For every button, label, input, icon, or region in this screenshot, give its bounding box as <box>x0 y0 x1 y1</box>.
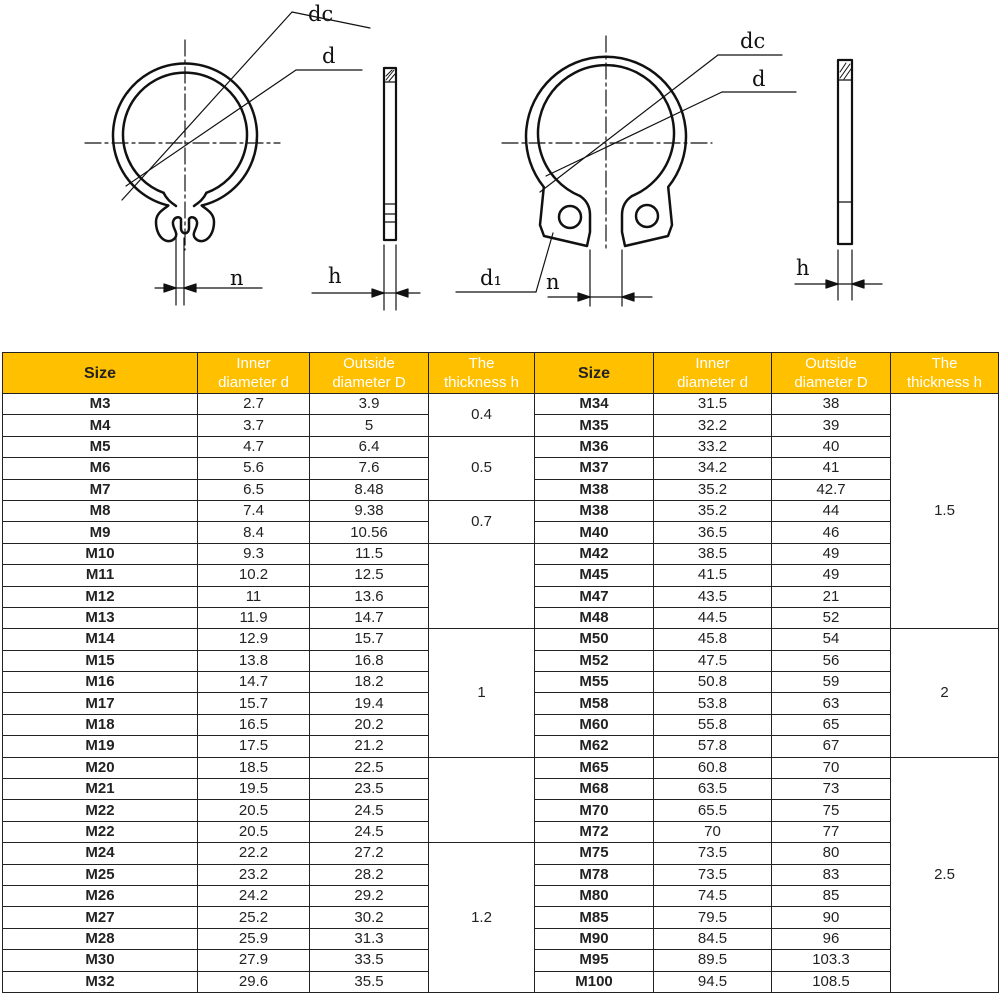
size-cell: M38 <box>535 500 654 521</box>
size-cell: M90 <box>535 928 654 949</box>
inner-diameter-cell: 9.3 <box>198 543 310 564</box>
size-cell: M35 <box>535 415 654 436</box>
inner-diameter-cell: 38.5 <box>654 543 772 564</box>
header-outside-diameter: Outside diameter D <box>772 353 891 394</box>
size-cell: M55 <box>535 672 654 693</box>
table-header-row <box>3 353 535 394</box>
inner-diameter-cell: 57.8 <box>654 736 772 757</box>
inner-diameter-cell: 25.9 <box>198 928 310 949</box>
inner-diameter-cell: 60.8 <box>654 757 772 778</box>
inner-diameter-cell: 11.9 <box>198 607 310 628</box>
right-front-centerlines <box>502 36 712 252</box>
table-row <box>535 629 999 650</box>
inner-diameter-cell: 47.5 <box>654 650 772 671</box>
size-cell: M10 <box>3 543 198 564</box>
outside-diameter-cell: 65 <box>772 714 891 735</box>
outside-diameter-cell: 14.7 <box>310 607 429 628</box>
thickness-cell <box>429 757 535 843</box>
size-cell: M75 <box>535 843 654 864</box>
outside-diameter-cell: 83 <box>772 864 891 885</box>
size-cell: M36 <box>535 436 654 457</box>
inner-diameter-cell: 12.9 <box>198 629 310 650</box>
size-cell: M7 <box>3 479 198 500</box>
inner-diameter-cell: 43.5 <box>654 586 772 607</box>
label-dc-left: dc <box>308 2 334 26</box>
outside-diameter-cell: 39 <box>772 415 891 436</box>
inner-diameter-cell: 14.7 <box>198 672 310 693</box>
technical-drawing <box>0 0 1000 330</box>
outside-diameter-cell: 63 <box>772 693 891 714</box>
outside-diameter-cell: 49 <box>772 565 891 586</box>
outside-diameter-cell: 13.6 <box>310 586 429 607</box>
inner-diameter-cell: 65.5 <box>654 800 772 821</box>
inner-diameter-cell: 23.2 <box>198 864 310 885</box>
outside-diameter-cell: 77 <box>772 821 891 842</box>
thickness-cell: 2.5 <box>891 757 999 992</box>
inner-diameter-cell: 74.5 <box>654 885 772 906</box>
table-row <box>535 394 999 415</box>
header-outside-diameter: Outside diameter D <box>310 353 429 394</box>
right-circlip-lug-hole-left <box>559 206 581 228</box>
outside-diameter-cell: 8.48 <box>310 479 429 500</box>
size-cell: M38 <box>535 479 654 500</box>
outside-diameter-cell: 80 <box>772 843 891 864</box>
thickness-cell: 0.4 <box>429 394 535 437</box>
size-cell: M85 <box>535 907 654 928</box>
outside-diameter-cell: 59 <box>772 672 891 693</box>
size-cell: M25 <box>3 864 198 885</box>
size-cell: M47 <box>535 586 654 607</box>
outside-diameter-cell: 46 <box>772 522 891 543</box>
size-cell: M12 <box>3 586 198 607</box>
inner-diameter-cell: 22.2 <box>198 843 310 864</box>
inner-diameter-cell: 20.5 <box>198 821 310 842</box>
inner-diameter-cell: 73.5 <box>654 843 772 864</box>
thickness-cell: 1.5 <box>891 394 999 629</box>
outside-diameter-cell: 73 <box>772 779 891 800</box>
outside-diameter-cell: 96 <box>772 928 891 949</box>
inner-diameter-cell: 7.4 <box>198 500 310 521</box>
outside-diameter-cell: 9.38 <box>310 500 429 521</box>
inner-diameter-cell: 55.8 <box>654 714 772 735</box>
outside-diameter-cell: 10.56 <box>310 522 429 543</box>
header-inner-diameter: Inner diameter d <box>654 353 772 394</box>
right-front-dimension-lines <box>456 55 796 306</box>
inner-diameter-cell: 8.4 <box>198 522 310 543</box>
outside-diameter-cell: 49 <box>772 543 891 564</box>
size-cell: M34 <box>535 394 654 415</box>
size-cell: M11 <box>3 565 198 586</box>
size-cell: M52 <box>535 650 654 671</box>
outside-diameter-cell: 18.2 <box>310 672 429 693</box>
header-thickness: The thickness h <box>891 353 999 394</box>
size-cell: M62 <box>535 736 654 757</box>
outside-diameter-cell: 67 <box>772 736 891 757</box>
size-cell: M50 <box>535 629 654 650</box>
size-cell: M24 <box>3 843 198 864</box>
label-n-left: n <box>230 266 244 290</box>
size-cell: M15 <box>3 650 198 671</box>
outside-diameter-cell: 28.2 <box>310 864 429 885</box>
table-row <box>3 436 535 457</box>
outside-diameter-cell: 21.2 <box>310 736 429 757</box>
right-circlip-side-view <box>838 60 852 244</box>
inner-diameter-cell: 18.5 <box>198 757 310 778</box>
left-circlip-side-view <box>384 68 396 240</box>
size-cell: M100 <box>535 971 654 992</box>
outside-diameter-cell: 20.2 <box>310 714 429 735</box>
inner-diameter-cell: 34.2 <box>654 458 772 479</box>
size-cell: M70 <box>535 800 654 821</box>
right-circlip-lug-hole-right <box>636 205 658 227</box>
thickness-cell: 1.2 <box>429 843 535 993</box>
header-inner-diameter: Inner diameter d <box>198 353 310 394</box>
size-cell: M26 <box>3 885 198 906</box>
header-thickness: The thickness h <box>429 353 535 394</box>
size-cell: M21 <box>3 779 198 800</box>
table-row <box>3 843 535 864</box>
outside-diameter-cell: 16.8 <box>310 650 429 671</box>
label-d1-right: d₁ <box>480 266 502 290</box>
outside-diameter-cell: 27.2 <box>310 843 429 864</box>
size-cell: M78 <box>535 864 654 885</box>
inner-diameter-cell: 70 <box>654 821 772 842</box>
table-row <box>3 757 535 778</box>
size-cell: M80 <box>535 885 654 906</box>
size-cell: M72 <box>535 821 654 842</box>
spec-table-right <box>534 352 999 993</box>
inner-diameter-cell: 32.2 <box>654 415 772 436</box>
outside-diameter-cell: 38 <box>772 394 891 415</box>
outside-diameter-cell: 29.2 <box>310 885 429 906</box>
inner-diameter-cell: 15.7 <box>198 693 310 714</box>
outside-diameter-cell: 54 <box>772 629 891 650</box>
label-d-left: d <box>322 44 336 68</box>
outside-diameter-cell: 30.2 <box>310 907 429 928</box>
size-cell: M6 <box>3 458 198 479</box>
outside-diameter-cell: 24.5 <box>310 800 429 821</box>
outside-diameter-cell: 35.5 <box>310 971 429 992</box>
inner-diameter-cell: 19.5 <box>198 779 310 800</box>
inner-diameter-cell: 73.5 <box>654 864 772 885</box>
inner-diameter-cell: 29.6 <box>198 971 310 992</box>
inner-diameter-cell: 33.2 <box>654 436 772 457</box>
size-cell: M40 <box>535 522 654 543</box>
outside-diameter-cell: 12.5 <box>310 565 429 586</box>
outside-diameter-cell: 3.9 <box>310 394 429 415</box>
thickness-cell: 0.7 <box>429 500 535 543</box>
size-cell: M65 <box>535 757 654 778</box>
size-cell: M37 <box>535 458 654 479</box>
size-cell: M95 <box>535 950 654 971</box>
inner-diameter-cell: 41.5 <box>654 565 772 586</box>
outside-diameter-cell: 52 <box>772 607 891 628</box>
outside-diameter-cell: 24.5 <box>310 821 429 842</box>
label-h-right: h <box>796 256 810 280</box>
size-cell: M22 <box>3 821 198 842</box>
size-cell: M28 <box>3 928 198 949</box>
inner-diameter-cell: 36.5 <box>654 522 772 543</box>
inner-diameter-cell: 31.5 <box>654 394 772 415</box>
inner-diameter-cell: 94.5 <box>654 971 772 992</box>
inner-diameter-cell: 63.5 <box>654 779 772 800</box>
inner-diameter-cell: 89.5 <box>654 950 772 971</box>
thickness-cell: 2 <box>891 629 999 757</box>
thickness-cell: 0.5 <box>429 436 535 500</box>
inner-diameter-cell: 3.7 <box>198 415 310 436</box>
size-cell: M48 <box>535 607 654 628</box>
size-cell: M20 <box>3 757 198 778</box>
inner-diameter-cell: 17.5 <box>198 736 310 757</box>
outside-diameter-cell: 11.5 <box>310 543 429 564</box>
outside-diameter-cell: 56 <box>772 650 891 671</box>
inner-diameter-cell: 4.7 <box>198 436 310 457</box>
outside-diameter-cell: 85 <box>772 885 891 906</box>
size-cell: M42 <box>535 543 654 564</box>
table-row <box>535 757 999 778</box>
outside-diameter-cell: 19.4 <box>310 693 429 714</box>
outside-diameter-cell: 33.5 <box>310 950 429 971</box>
inner-diameter-cell: 20.5 <box>198 800 310 821</box>
size-cell: M32 <box>3 971 198 992</box>
size-cell: M22 <box>3 800 198 821</box>
size-cell: M60 <box>535 714 654 735</box>
size-cell: M27 <box>3 907 198 928</box>
outside-diameter-cell: 103.3 <box>772 950 891 971</box>
size-cell: M45 <box>535 565 654 586</box>
label-h-left: h <box>328 264 342 288</box>
label-n-right: n <box>546 270 560 294</box>
outside-diameter-cell: 108.5 <box>772 971 891 992</box>
inner-diameter-cell: 27.9 <box>198 950 310 971</box>
inner-diameter-cell: 24.2 <box>198 885 310 906</box>
inner-diameter-cell: 84.5 <box>654 928 772 949</box>
size-cell: M19 <box>3 736 198 757</box>
inner-diameter-cell: 13.8 <box>198 650 310 671</box>
header-size: Size <box>3 353 198 394</box>
table-header-row <box>535 353 999 394</box>
size-cell: M9 <box>3 522 198 543</box>
size-cell: M17 <box>3 693 198 714</box>
size-cell: M5 <box>3 436 198 457</box>
inner-diameter-cell: 50.8 <box>654 672 772 693</box>
table-row <box>3 500 535 521</box>
inner-diameter-cell: 25.2 <box>198 907 310 928</box>
outside-diameter-cell: 7.6 <box>310 458 429 479</box>
size-cell: M3 <box>3 394 198 415</box>
outside-diameter-cell: 22.5 <box>310 757 429 778</box>
outside-diameter-cell: 23.5 <box>310 779 429 800</box>
outside-diameter-cell: 6.4 <box>310 436 429 457</box>
inner-diameter-cell: 5.6 <box>198 458 310 479</box>
table-row <box>3 543 535 564</box>
table-row <box>3 629 535 650</box>
inner-diameter-cell: 79.5 <box>654 907 772 928</box>
inner-diameter-cell: 44.5 <box>654 607 772 628</box>
size-cell: M16 <box>3 672 198 693</box>
header-size: Size <box>535 353 654 394</box>
label-d-right: d <box>752 67 766 91</box>
outside-diameter-cell: 70 <box>772 757 891 778</box>
outside-diameter-cell: 15.7 <box>310 629 429 650</box>
inner-diameter-cell: 35.2 <box>654 500 772 521</box>
thickness-cell: 1 <box>429 629 535 757</box>
size-cell: M58 <box>535 693 654 714</box>
inner-diameter-cell: 11 <box>198 586 310 607</box>
outside-diameter-cell: 40 <box>772 436 891 457</box>
inner-diameter-cell: 16.5 <box>198 714 310 735</box>
size-cell: M4 <box>3 415 198 436</box>
spec-table-left <box>2 352 535 993</box>
thickness-cell <box>429 543 535 629</box>
inner-diameter-cell: 45.8 <box>654 629 772 650</box>
inner-diameter-cell: 10.2 <box>198 565 310 586</box>
size-cell: M8 <box>3 500 198 521</box>
size-cell: M14 <box>3 629 198 650</box>
outside-diameter-cell: 21 <box>772 586 891 607</box>
size-cell: M68 <box>535 779 654 800</box>
outside-diameter-cell: 5 <box>310 415 429 436</box>
table-row <box>3 394 535 415</box>
size-cell: M30 <box>3 950 198 971</box>
inner-diameter-cell: 6.5 <box>198 479 310 500</box>
inner-diameter-cell: 2.7 <box>198 394 310 415</box>
outside-diameter-cell: 31.3 <box>310 928 429 949</box>
outside-diameter-cell: 90 <box>772 907 891 928</box>
outside-diameter-cell: 41 <box>772 458 891 479</box>
size-cell: M18 <box>3 714 198 735</box>
label-dc-right: dc <box>740 29 766 53</box>
outside-diameter-cell: 75 <box>772 800 891 821</box>
size-cell: M13 <box>3 607 198 628</box>
inner-diameter-cell: 35.2 <box>654 479 772 500</box>
inner-diameter-cell: 53.8 <box>654 693 772 714</box>
outside-diameter-cell: 42.7 <box>772 479 891 500</box>
outside-diameter-cell: 44 <box>772 500 891 521</box>
